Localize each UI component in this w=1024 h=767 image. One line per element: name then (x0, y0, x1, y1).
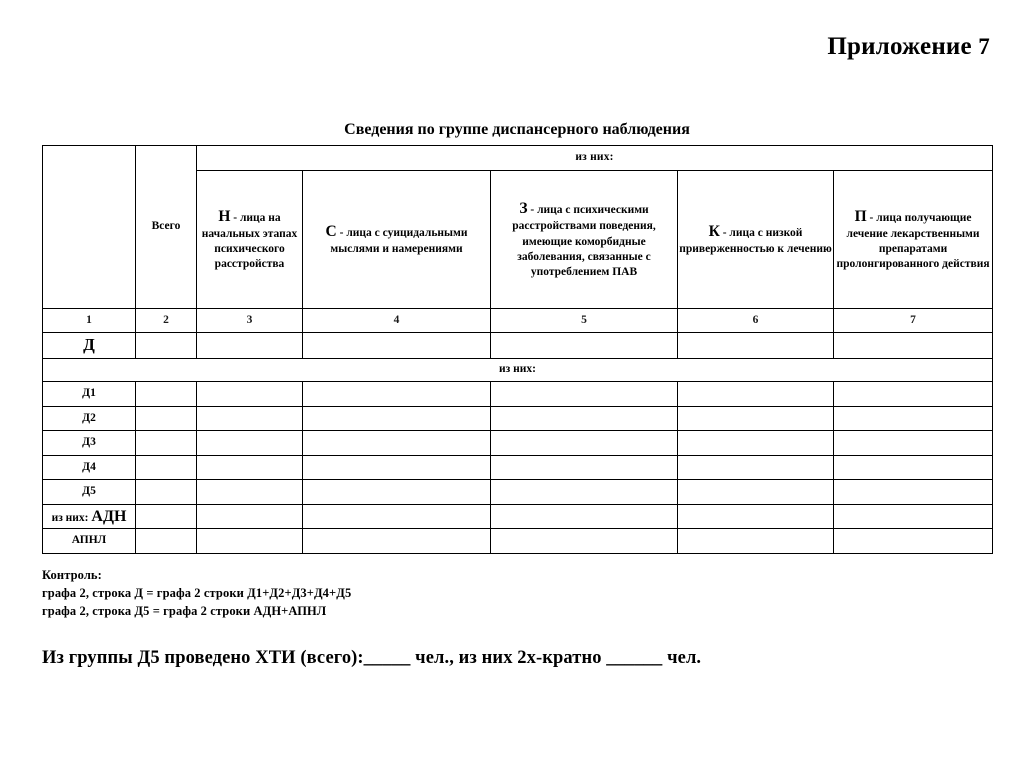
table-row (43, 504, 993, 529)
row-label-d3: Д3 (43, 431, 136, 456)
cell-d2-4[interactable] (303, 406, 491, 431)
cell-apnl-4[interactable] (303, 529, 491, 554)
header-cell-z (491, 171, 678, 309)
row-label-adn-prefix: из них: (51, 511, 89, 524)
cell-apnl-2[interactable] (136, 529, 197, 554)
header-letter-n: Н (218, 207, 231, 225)
cell-apnl-7[interactable] (834, 529, 993, 554)
footer-statement: Из группы Д5 проведено ХТИ (всего):_____ чел., из них 2х-кратно ______ чел. (42, 648, 702, 668)
cell-d1-7[interactable] (834, 382, 993, 407)
cell-d2-5[interactable] (491, 406, 678, 431)
cell-apnl-5[interactable] (491, 529, 678, 554)
row-label-d: Д (43, 333, 136, 359)
column-number-row (43, 309, 993, 333)
header-cell-k (678, 171, 834, 309)
cell-adn-3[interactable] (197, 504, 303, 529)
header-label-k: - лица с низкой приверженностью к лечению (679, 226, 832, 256)
header-label-n: - лица на начальных этапах психического расстройства (201, 211, 298, 271)
row-label-d1: Д1 (43, 382, 136, 407)
control-line-2: графа 2, строка Д5 = графа 2 строки АДН+АПНЛ (42, 604, 327, 619)
cell-d3-6[interactable] (678, 431, 834, 456)
row-label-iznih: из них: (43, 359, 993, 382)
control-block (42, 566, 351, 620)
cell-d5-6[interactable] (678, 480, 834, 505)
header-letter-z: З (519, 199, 528, 217)
table-row (43, 333, 993, 359)
header-label-s: - лица с суицидальными мыслями и намерениями (330, 226, 468, 256)
header-label-z: - лица с психическими расстройствами поведения, имеющие коморбидные заболевания, связанные с употреблением ПАВ (512, 203, 656, 278)
control-title: Контроль: (42, 568, 102, 582)
cell-d-2[interactable] (136, 333, 197, 359)
cell-d5-3[interactable] (197, 480, 303, 505)
cell-d4-6[interactable] (678, 455, 834, 480)
cell-d5-2[interactable] (136, 480, 197, 505)
cell-d2-3[interactable] (197, 406, 303, 431)
cell-d4-2[interactable] (136, 455, 197, 480)
cell-d1-4[interactable] (303, 382, 491, 407)
header-label-total: Всего (151, 220, 181, 233)
table-row (43, 382, 993, 407)
column-number-2: 2 (136, 309, 197, 333)
cell-apnl-3[interactable] (197, 529, 303, 554)
row-label-d4: Д4 (43, 455, 136, 480)
cell-d2-6[interactable] (678, 406, 834, 431)
appendix-label: Приложение (827, 33, 972, 60)
column-number-6: 6 (678, 309, 834, 333)
cell-d-7[interactable] (834, 333, 993, 359)
cell-d5-5[interactable] (491, 480, 678, 505)
table-row (43, 529, 993, 554)
header-cell-col1 (43, 146, 136, 309)
header-letter-p: П (854, 207, 867, 225)
column-number-5: 5 (491, 309, 678, 333)
cell-d2-2[interactable] (136, 406, 197, 431)
header-cell-p (834, 171, 993, 309)
cell-adn-5[interactable] (491, 504, 678, 529)
header-letter-s: С (325, 222, 337, 240)
table-caption: Сведения по группе диспансерного наблюдения (344, 121, 690, 138)
header-group-label: из них: (197, 146, 993, 171)
cell-d1-5[interactable] (491, 382, 678, 407)
column-number-3: 3 (197, 309, 303, 333)
cell-d3-4[interactable] (303, 431, 491, 456)
cell-d-5[interactable] (491, 333, 678, 359)
header-group-row (43, 146, 993, 171)
row-label-adn-value: АДН (91, 507, 127, 525)
cell-d5-7[interactable] (834, 480, 993, 505)
column-number-4: 4 (303, 309, 491, 333)
cell-adn-4[interactable] (303, 504, 491, 529)
cell-d4-5[interactable] (491, 455, 678, 480)
control-line-1: графа 2, строка Д = графа 2 строки Д1+Д2+Д3+Д4+Д5 (42, 586, 352, 601)
cell-adn-2[interactable] (136, 504, 197, 529)
dispensary-observation-table (42, 145, 993, 554)
row-label-apnl: АПНЛ (43, 529, 136, 554)
cell-d3-3[interactable] (197, 431, 303, 456)
table-row (43, 480, 993, 505)
cell-d5-4[interactable] (303, 480, 491, 505)
header-letter-k: К (708, 222, 720, 240)
cell-apnl-6[interactable] (678, 529, 834, 554)
cell-d4-7[interactable] (834, 455, 993, 480)
table-row (43, 455, 993, 480)
cell-d4-4[interactable] (303, 455, 491, 480)
cell-d-3[interactable] (197, 333, 303, 359)
cell-adn-7[interactable] (834, 504, 993, 529)
row-label-d5: Д5 (43, 480, 136, 505)
header-cell-n (197, 171, 303, 309)
row-label-adn (43, 504, 136, 529)
cell-d3-5[interactable] (491, 431, 678, 456)
cell-d2-7[interactable] (834, 406, 993, 431)
header-cell-total (136, 146, 197, 309)
appendix-number: 7 (978, 34, 990, 59)
cell-d3-2[interactable] (136, 431, 197, 456)
row-label-d2: Д2 (43, 406, 136, 431)
appendix-title (0, 33, 990, 61)
header-cell-s (303, 171, 491, 309)
table-row (43, 431, 993, 456)
cell-d-6[interactable] (678, 333, 834, 359)
cell-d-4[interactable] (303, 333, 491, 359)
column-number-1: 1 (43, 309, 136, 333)
cell-d1-6[interactable] (678, 382, 834, 407)
cell-d4-3[interactable] (197, 455, 303, 480)
column-number-7: 7 (834, 309, 993, 333)
header-label-p: - лица получающие лечение лекарственными препаратами пролонгированного действия (836, 211, 990, 271)
table-subheader-row (43, 359, 993, 382)
cell-adn-6[interactable] (678, 504, 834, 529)
table-row (43, 406, 993, 431)
cell-d1-2[interactable] (136, 382, 197, 407)
cell-d1-3[interactable] (197, 382, 303, 407)
cell-d3-7[interactable] (834, 431, 993, 456)
